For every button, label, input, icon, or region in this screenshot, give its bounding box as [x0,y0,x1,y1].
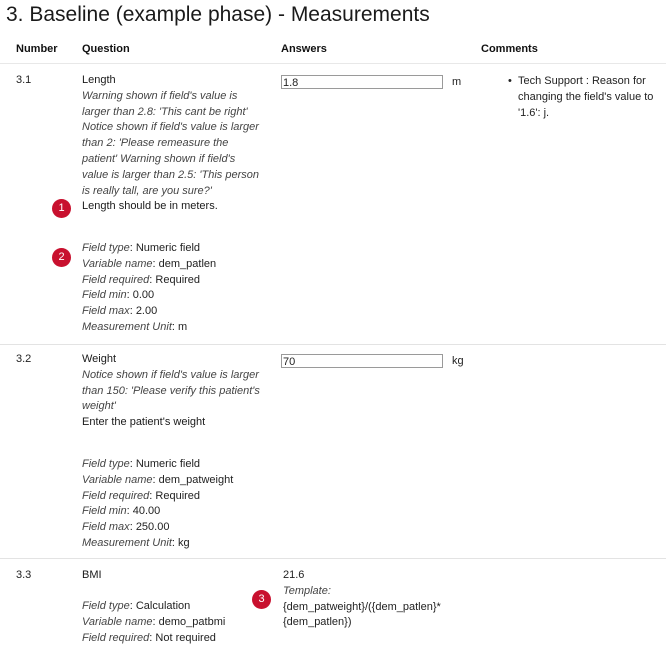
column-header-question: Question [82,43,130,55]
meta-value: demo_patbmi [158,615,226,628]
row-divider [0,558,666,559]
question-bmi [82,568,270,584]
weight-answer-field[interactable]: 70 [281,354,443,368]
meta-key: Variable name [82,473,153,486]
column-header-answers: Answers [281,43,327,55]
meta-key: Field max [82,521,130,534]
meta-key: Field type [82,600,130,612]
meta-value: Numeric field [135,458,201,470]
header-divider [0,63,666,64]
question-label: Length [82,74,116,86]
callout-badge-1: 1 [52,199,71,218]
meta-value: Required [155,273,201,286]
meta-value: m [178,320,188,333]
meta-key: Field required [82,273,150,286]
warning-line: Notice shown if field's value is larger [82,368,259,381]
row-number: 3.2 [16,353,32,365]
column-header-number: Number [16,43,58,55]
question-label: Weight [82,353,117,365]
column-header-comments: Comments [481,43,538,55]
meta-value: dem_patlen [158,257,217,270]
question-length [82,73,270,215]
meta-value: 250.00 [135,521,170,534]
meta-key: Field required [82,631,150,644]
meta-key: Field required [82,489,150,502]
warning-line: value is larger than 2.5: 'This person [82,168,259,181]
question-weight [82,352,270,431]
field-meta: Field type: Numeric field Variable name: dem_patweight Field required: Required Field min: 40.00 Field max: 250.00 Measurement Unit: kg [82,458,234,549]
meta-key: Variable name [82,615,153,628]
meta-value: dem_patweight [158,473,234,486]
meta-value: 40.00 [132,505,161,518]
warning-line: larger than 2.8: 'This cant be right' [82,105,248,118]
unit-label: m [452,76,462,88]
meta-value: kg [178,536,190,549]
warning-line: patient' Warning shown if field's [82,152,236,165]
meta-value: Calculation [135,600,191,612]
meta-key: Field min [82,289,127,302]
warning-line: than 150: 'Please verify this patient's [82,384,260,397]
row-divider [0,344,666,345]
row-number: 3.3 [16,569,32,581]
meta-key: Field max [82,305,130,318]
field-meta: Field type: Numeric field Variable name: dem_patlen Field required: Required Field min: 0.00 Field max: 2.00 Measurement Unit: m [82,242,217,333]
field-meta: Field type: Calculation Variable name: demo_patbmi Field required: Not required [82,600,226,644]
meta-value: Numeric field [135,242,201,254]
meta-key: Field type [82,458,130,470]
comment-item: • Tech Support : Reason for changing the field's value to '1.6': j. [505,74,660,121]
section-title: 3. Baseline (example phase) - Measurements [6,3,430,26]
warning-line: weight' [82,400,116,413]
meta-key: Field type [82,242,130,254]
meta-key: Field min [82,505,127,518]
row-number: 3.1 [16,74,32,86]
meta-key: Variable name [82,257,153,270]
meta-value: Not required [155,631,216,644]
question-label: BMI [82,569,102,581]
help-text: Length should be in meters. [82,200,218,213]
template-label: Template: [283,584,331,597]
length-answer-field[interactable]: 1.8 [281,75,443,89]
callout-badge-2: 2 [52,248,71,267]
template-formula: {dem_patlen}) [283,616,352,629]
comments-list [505,74,660,121]
meta-key: Measurement Unit [82,536,172,549]
meta-value: 2.00 [135,305,158,318]
warning-line: Notice shown if field's value is larger [82,121,259,134]
unit-label: kg [452,355,464,367]
bmi-calculation [283,568,453,631]
callout-badge-3: 3 [252,590,271,609]
template-formula: {dem_patweight}/({dem_patlen}* [283,600,441,613]
meta-value: Required [155,489,201,502]
warning-line: Warning shown if field's value is [82,89,238,102]
meta-value: 0.00 [132,289,155,302]
calculated-value: 21.6 [283,569,305,581]
help-text: Enter the patient's weight [82,416,206,429]
warning-line: is really tall, are you sure?' [82,184,212,197]
meta-key: Measurement Unit [82,320,172,333]
warning-line: than 2: 'Please remeasure the [82,137,229,150]
